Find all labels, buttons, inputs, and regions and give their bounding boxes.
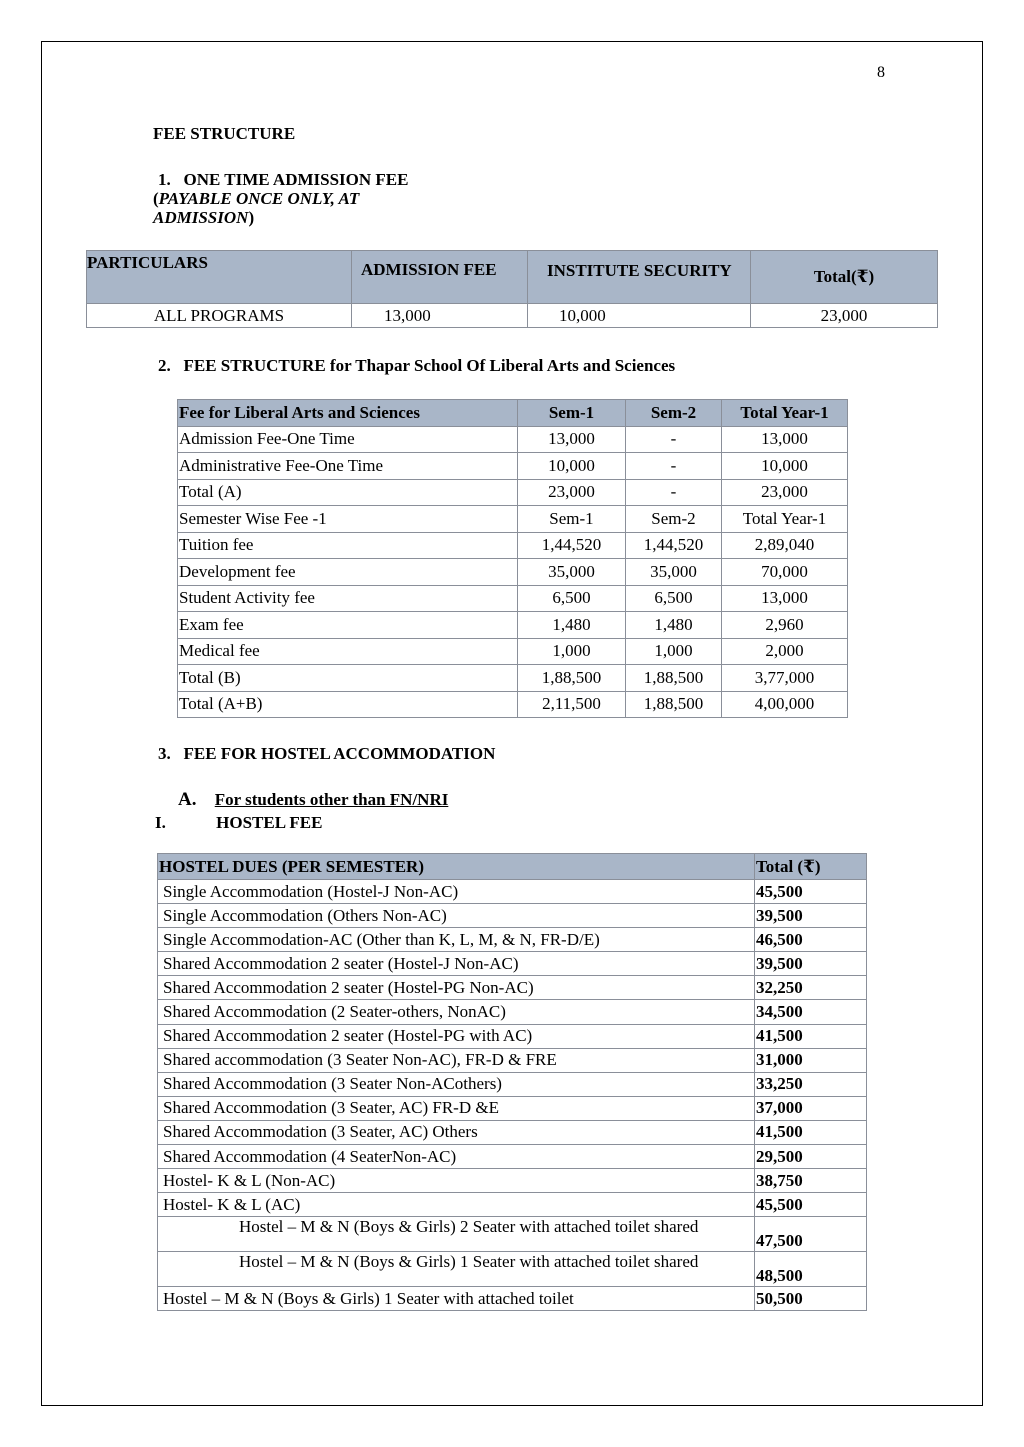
cell-particulars: ALL PROGRAMS (87, 304, 352, 328)
table-row (158, 880, 867, 904)
cell-description: Shared Accommodation 2 seater (Hostel-J Non-AC) (158, 952, 755, 976)
cell-description: Shared accommodation (3 Seater Non-AC), FR-D & FRE (158, 1048, 755, 1072)
section2-heading: 2. FEE STRUCTURE for Thapar School Of Liberal Arts and Sciences (158, 356, 676, 375)
table-header-row (158, 854, 867, 880)
cell-sem1: 6,500 (518, 585, 626, 612)
table-header-row (178, 400, 848, 427)
cell-sem1: 1,000 (518, 638, 626, 665)
table-row (158, 976, 867, 1000)
cell-sem2: 1,480 (626, 612, 722, 639)
table-row (178, 426, 848, 453)
table-row (158, 1072, 867, 1096)
table-row (158, 1252, 867, 1287)
cell-amount: 37,000 (755, 1096, 867, 1120)
cell-description: Hostel – M & N (Boys & Girls) 2 Seater with attached toilet shared (158, 1217, 755, 1252)
table-row (178, 506, 848, 533)
page-title: FEE STRUCTURE (153, 124, 296, 143)
cell-sem1: 2,11,500 (518, 691, 626, 718)
cell-amount: 34,500 (755, 1000, 867, 1024)
subsection-i-text: HOSTEL FEE (216, 813, 323, 832)
cell-description: Shared Accommodation (3 Seater, AC) FR-D &E (158, 1096, 755, 1120)
cell-description: Shared Accommodation (3 Seater Non-ACothers) (158, 1072, 755, 1096)
table-row (158, 1287, 867, 1311)
cell-sem2: 1,88,500 (626, 691, 722, 718)
cell-amount: 47,500 (755, 1217, 867, 1252)
table-row (178, 691, 848, 718)
cell-description: Hostel- K & L (AC) (158, 1193, 755, 1217)
cell-amount: 41,500 (755, 1024, 867, 1048)
cell-fee-name: Exam fee (178, 612, 518, 639)
cell-description: Shared Accommodation 2 seater (Hostel-PG Non-AC) (158, 976, 755, 1000)
cell-total-year1: 10,000 (722, 453, 848, 480)
header-sem1: Sem-1 (518, 400, 626, 427)
admission-fee-table (86, 250, 938, 328)
table-row (158, 1145, 867, 1169)
cell-sem1: 10,000 (518, 453, 626, 480)
table-row (178, 638, 848, 665)
table-header-row (87, 251, 938, 304)
header-total: Total(₹) (751, 251, 938, 304)
cell-total: 23,000 (751, 304, 938, 328)
cell-fee-name: Semester Wise Fee -1 (178, 506, 518, 533)
cell-sem1: Sem-1 (518, 506, 626, 533)
cell-amount: 29,500 (755, 1145, 867, 1169)
cell-sem1: 35,000 (518, 559, 626, 586)
table-row (158, 952, 867, 976)
cell-total-year1: 4,00,000 (722, 691, 848, 718)
cell-amount: 31,000 (755, 1048, 867, 1072)
cell-description: Single Accommodation (Others Non-AC) (158, 904, 755, 928)
cell-amount: 38,750 (755, 1169, 867, 1193)
header-total-year1: Total Year-1 (722, 400, 848, 427)
subsection-i (155, 813, 322, 833)
cell-sem1: 23,000 (518, 479, 626, 506)
table-row (178, 479, 848, 506)
header-institute-security: INSTITUTE SECURITY (528, 251, 751, 304)
subsection-i-num: I. (155, 813, 166, 832)
cell-fee-name: Administrative Fee-One Time (178, 453, 518, 480)
cell-sem1: 1,88,500 (518, 665, 626, 692)
cell-description: Hostel – M & N (Boys & Girls) 1 Seater with attached toilet shared (158, 1252, 755, 1287)
cell-total-year1: 2,960 (722, 612, 848, 639)
cell-amount: 48,500 (755, 1252, 867, 1287)
cell-description: Shared Accommodation (3 Seater, AC) Others (158, 1120, 755, 1144)
section3-heading: 3. FEE FOR HOSTEL ACCOMMODATION (158, 744, 496, 763)
header-admission-fee: ADMISSION FEE (352, 251, 528, 304)
liberal-arts-fee-table (177, 399, 848, 718)
table-row (87, 304, 938, 328)
subsection-a-text: For students other than FN/NRI (214, 790, 449, 809)
header-sem2: Sem-2 (626, 400, 722, 427)
cell-amount: 39,500 (755, 904, 867, 928)
cell-fee-name: Total (A+B) (178, 691, 518, 718)
cell-total-year1: Total Year-1 (722, 506, 848, 533)
cell-fee-name: Admission Fee-One Time (178, 426, 518, 453)
table-row (178, 612, 848, 639)
cell-description: Shared Accommodation 2 seater (Hostel-PG with AC) (158, 1024, 755, 1048)
cell-sem2: 6,500 (626, 585, 722, 612)
table-row (158, 1000, 867, 1024)
table-row (178, 665, 848, 692)
cell-sem1: 1,44,520 (518, 532, 626, 559)
cell-description: Single Accommodation-AC (Other than K, L, M, & N, FR-D/E) (158, 928, 755, 952)
section1-heading: 1. ONE TIME ADMISSION FEE (158, 170, 409, 189)
cell-amount: 45,500 (755, 880, 867, 904)
cell-total-year1: 70,000 (722, 559, 848, 586)
cell-description: Shared Accommodation (2 Seater-others, NonAC) (158, 1000, 755, 1024)
cell-admission-fee: 13,000 (352, 304, 528, 328)
cell-total-year1: 2,000 (722, 638, 848, 665)
table-row (158, 1169, 867, 1193)
table-row (158, 1096, 867, 1120)
cell-description: Single Accommodation (Hostel-J Non-AC) (158, 880, 755, 904)
cell-amount: 50,500 (755, 1287, 867, 1311)
cell-sem2: Sem-2 (626, 506, 722, 533)
table-row (178, 585, 848, 612)
subsection-a (178, 789, 448, 811)
cell-fee-name: Total (A) (178, 479, 518, 506)
cell-sem1: 1,480 (518, 612, 626, 639)
table-row (158, 1048, 867, 1072)
cell-fee-name: Student Activity fee (178, 585, 518, 612)
cell-fee-name: Development fee (178, 559, 518, 586)
cell-amount: 32,250 (755, 976, 867, 1000)
header-fee-name: Fee for Liberal Arts and Sciences (178, 400, 518, 427)
cell-total-year1: 13,000 (722, 585, 848, 612)
cell-sem1: 13,000 (518, 426, 626, 453)
table-row (158, 928, 867, 952)
table-row (158, 1217, 867, 1252)
cell-amount: 41,500 (755, 1120, 867, 1144)
cell-fee-name: Medical fee (178, 638, 518, 665)
cell-total-year1: 2,89,040 (722, 532, 848, 559)
table-row (158, 904, 867, 928)
table-row (158, 1193, 867, 1217)
cell-fee-name: Total (B) (178, 665, 518, 692)
cell-amount: 33,250 (755, 1072, 867, 1096)
header-particulars: PARTICULARS (87, 251, 352, 304)
cell-description: Shared Accommodation (4 SeaterNon-AC) (158, 1145, 755, 1169)
cell-institute-security: 10,000 (528, 304, 751, 328)
cell-total-year1: 23,000 (722, 479, 848, 506)
cell-sem2: - (626, 426, 722, 453)
cell-sem2: 35,000 (626, 559, 722, 586)
cell-sem2: 1,44,520 (626, 532, 722, 559)
cell-description: Hostel – M & N (Boys & Girls) 1 Seater with attached toilet (158, 1287, 755, 1311)
cell-fee-name: Tuition fee (178, 532, 518, 559)
cell-sem2: - (626, 479, 722, 506)
table-row (178, 453, 848, 480)
subsection-a-letter: A. (178, 789, 197, 810)
section1-note: (PAYABLE ONCE ONLY, AT ADMISSION) (153, 189, 360, 227)
cell-amount: 46,500 (755, 928, 867, 952)
page-number: 8 (877, 64, 885, 81)
cell-total-year1: 3,77,000 (722, 665, 848, 692)
hostel-fee-table (157, 853, 867, 1311)
cell-sem2: - (626, 453, 722, 480)
cell-amount: 45,500 (755, 1193, 867, 1217)
cell-sem2: 1,88,500 (626, 665, 722, 692)
header-hostel-dues: HOSTEL DUES (PER SEMESTER) (158, 854, 755, 880)
table-row (158, 1024, 867, 1048)
table-row (158, 1120, 867, 1144)
table-row (178, 532, 848, 559)
cell-description: Hostel- K & L (Non-AC) (158, 1169, 755, 1193)
table-row (178, 559, 848, 586)
cell-total-year1: 13,000 (722, 426, 848, 453)
cell-amount: 39,500 (755, 952, 867, 976)
cell-sem2: 1,000 (626, 638, 722, 665)
header-total: Total (₹) (755, 854, 867, 880)
